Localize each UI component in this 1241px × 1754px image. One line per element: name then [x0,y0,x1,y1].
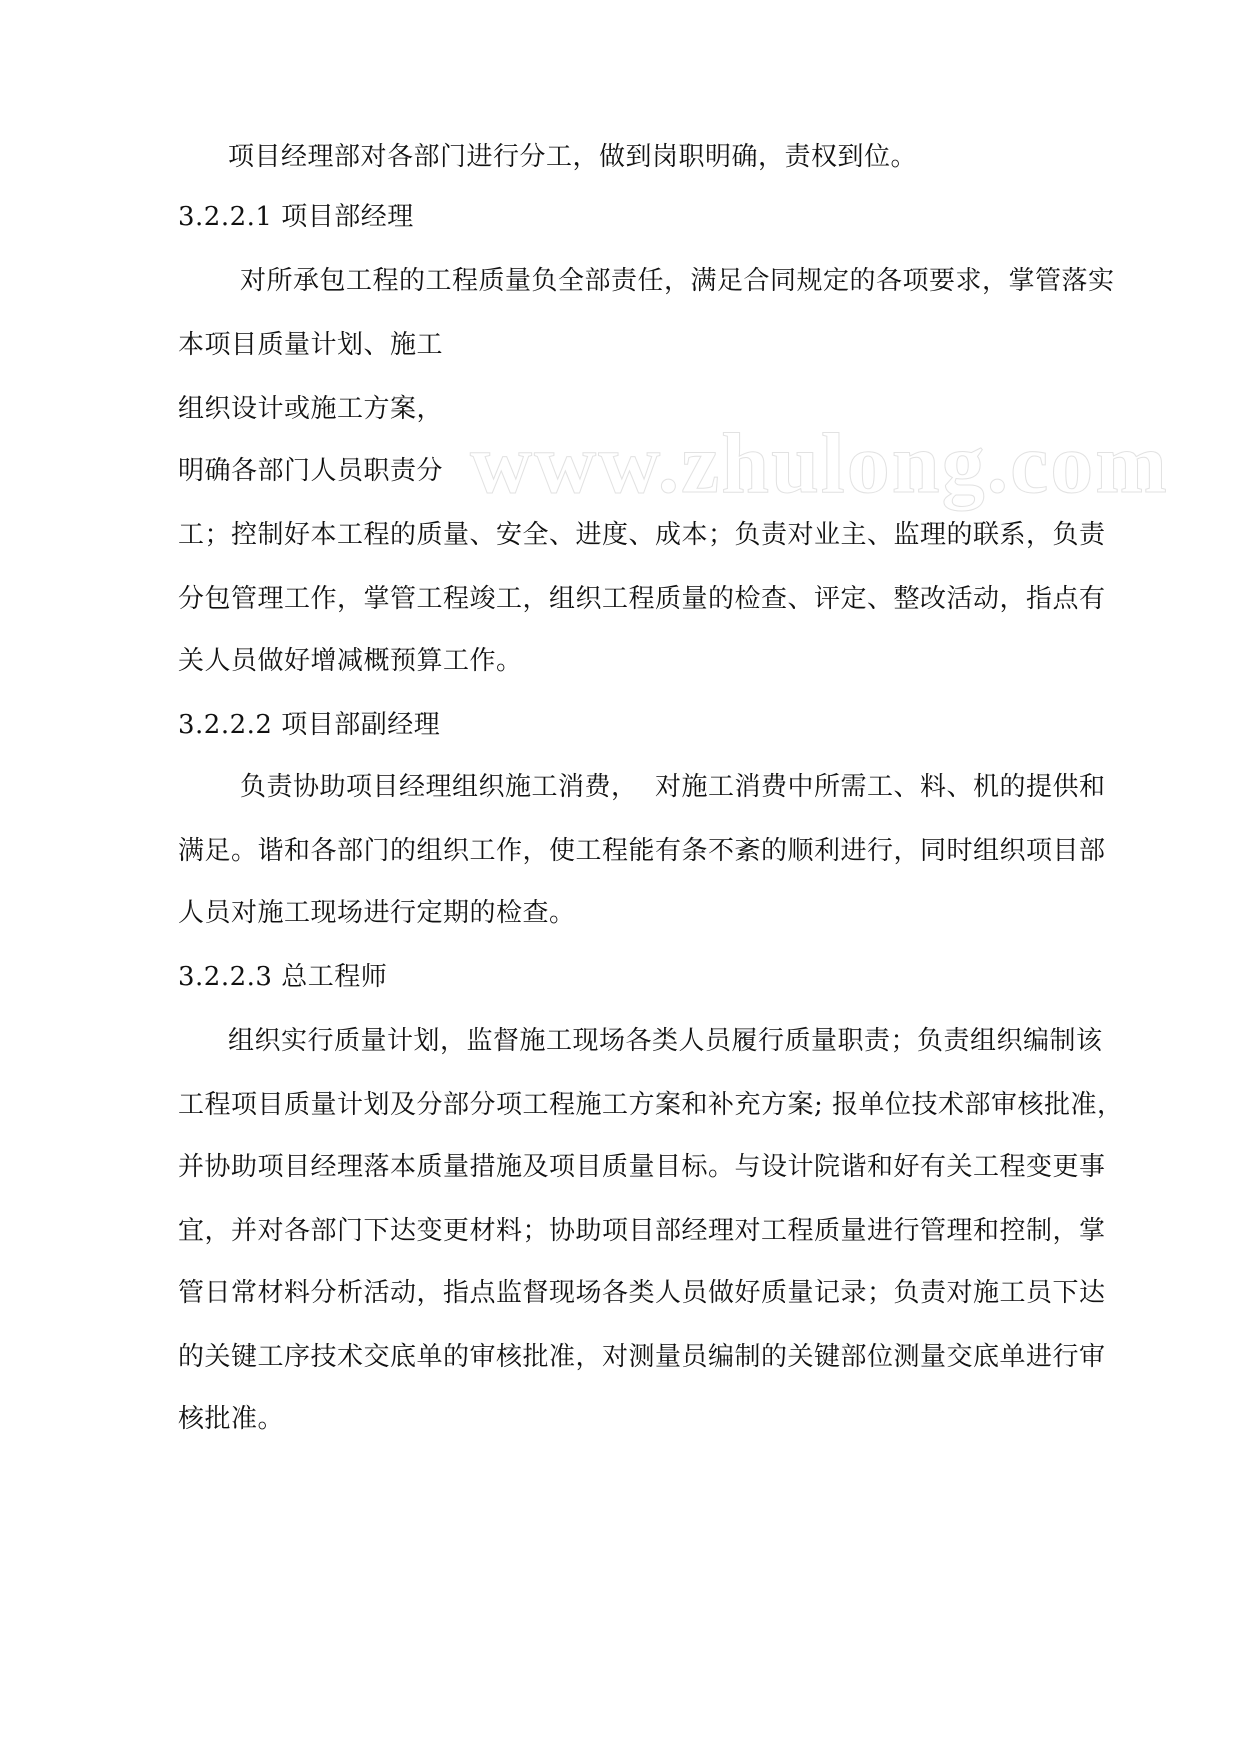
paragraph-line: 负责协助项目经理组织施工消费， 对施工消费中所需工、料、机的提供和 [240,772,1106,802]
paragraph-line: 组织设计或施工方案， [178,394,444,424]
paragraph-line: 组织实行质量计划，监督施工现场各类人员履行质量职责；负责组织编制该 [228,1026,1103,1056]
paragraph-line: 工；控制好本工程的质量、安全、进度、成本；负责对业主、监理的联系，负责 [178,520,1106,550]
section-heading-3-2-2-2: 3.2.2.2 项目部副经理 [178,710,441,740]
paragraph-line: 工程项目质量计划及分部分项工程施工方案和补充方案; 报单位技术部审核批准， [178,1090,1124,1120]
paragraph-line: 管日常材料分析活动，指点监督现场各类人员做好质量记录；负责对施工员下达 [178,1278,1106,1308]
paragraph-line: 的关键工序技术交底单的审核批准，对测量员编制的关键部位测量交底单进行审 [178,1342,1106,1372]
paragraph-line: 明确各部门人员职责分 [178,456,444,486]
watermark-text: www.zhulong.com [470,415,1169,511]
paragraph-line: 对所承包工程的工程质量负全部责任，满足合同规定的各项要求，掌管落实 [240,266,1115,296]
section-heading-3-2-2-1: 3.2.2.1 项目部经理 [178,202,414,232]
paragraph-line: 并协助项目经理落本质量措施及项目质量目标。与设计院谐和好有关工程变更事 [178,1152,1106,1182]
paragraph-line: 项目经理部对各部门进行分工，做到岗职明确，责权到位。 [228,142,918,172]
paragraph-line: 人员对施工现场进行定期的检查。 [178,898,576,928]
paragraph-line: 关人员做好增减概预算工作。 [178,646,523,676]
section-heading-3-2-2-3: 3.2.2.3 总工程师 [178,962,388,992]
paragraph-line: 满足。谐和各部门的组织工作，使工程能有条不紊的顺利进行，同时组织项目部 [178,836,1106,866]
paragraph-line: 核批准。 [178,1404,285,1434]
paragraph-line: 本项目质量计划、施工 [178,330,444,360]
paragraph-line: 分包管理工作，掌管工程竣工，组织工程质量的检查、评定、整改活动，指点有 [178,584,1106,614]
paragraph-line: 宜，并对各部门下达变更材料；协助项目部经理对工程质量进行管理和控制，掌 [178,1216,1106,1246]
